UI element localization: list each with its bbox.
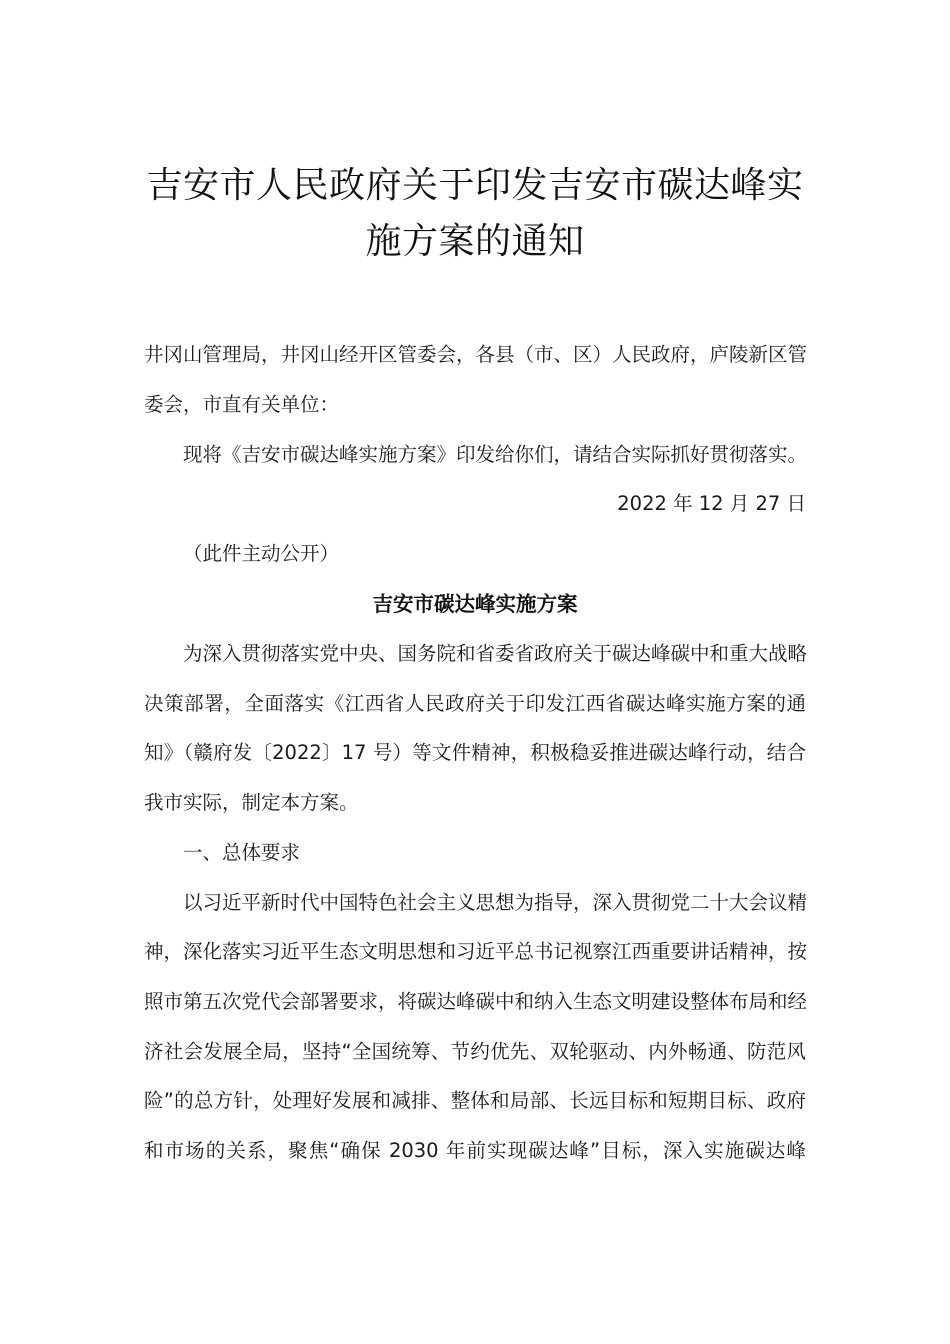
section-body-line: 神，深化落实习近平生态文明思想和习近平总书记视察江西重要讲话精神，按: [144, 940, 808, 963]
issue-date: 2022 年 12 月 27 日: [617, 492, 806, 515]
intro-line: 决策部署，全面落实《江西省人民政府关于印发江西省碳达峰实施方案的通: [144, 692, 806, 715]
intro-line: 为深入贯彻落实党中央、国务院和省委省政府关于碳达峰碳中和重大战略: [183, 642, 808, 665]
intro-line: 我市实际，制定本方案。: [144, 791, 359, 814]
section-body-line: 照市第五次党代会部署要求，将碳达峰碳中和纳入生态文明建设整体布局和经: [144, 990, 808, 1013]
section-body-line: 险”的总方针，处理好发展和减排、整体和局部、长远目标和短期目标、政府: [144, 1089, 806, 1112]
notice-text: 现将《吉安市碳达峰实施方案》印发给你们，请结合实际抓好贯彻落实。: [183, 443, 808, 466]
section-body-line: 济社会发展全局，坚持“全国统筹、节约优先、双轮驱动、内外畅通、防范风: [144, 1040, 806, 1063]
addressee-line-1: 井冈山管理局，井冈山经开区管委会，各县（市、区）人民政府，庐陵新区管: [144, 343, 808, 366]
document-title-line-1: 吉安市人民政府关于印发吉安市碳达峰实: [146, 165, 804, 206]
plan-title: 吉安市碳达峰实施方案: [372, 592, 578, 616]
document-title-line-2: 施方案的通知: [365, 221, 585, 262]
section-body-line: 以习近平新时代中国特色社会主义思想为指导，深入贯彻党二十大会议精: [183, 891, 808, 914]
addressee-line-2: 委会，市直有关单位：: [144, 393, 340, 416]
disclosure-note: （此件主动公开）: [183, 542, 340, 565]
intro-line: 知》（赣府发〔2022〕17 号）等文件精神，积极稳妥推进碳达峰行动，结合: [144, 741, 806, 764]
section-heading: 一、总体要求: [183, 841, 301, 864]
section-body-line: 和市场的关系，聚焦“确保 2030 年前实现碳达峰”目标，深入实施碳达峰: [144, 1139, 806, 1162]
